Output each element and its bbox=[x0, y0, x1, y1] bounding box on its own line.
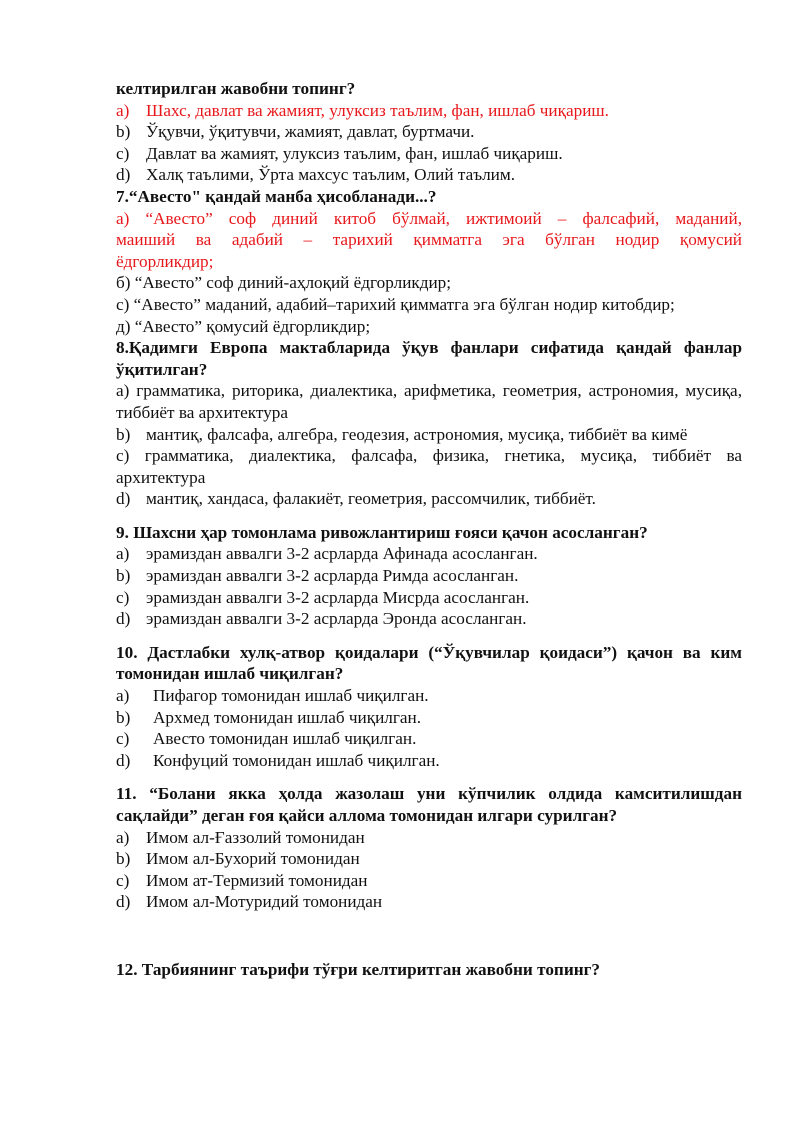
question-7-title: 7.“Авесто" қандай манба ҳисобланади...? bbox=[116, 186, 437, 206]
question-7-option-b: б) “Авесто” соф диний-аҳлоқий ёдгорликдир; bbox=[116, 273, 452, 293]
option-text: Имом ал-Мотуридий томонидан bbox=[146, 892, 383, 912]
option-text: Халқ таълими, Ўрта махсус таълим, Олий таълим. bbox=[146, 165, 516, 185]
question-6-option-d bbox=[116, 164, 742, 186]
option-label: d) bbox=[116, 750, 131, 770]
option-text: Авесто томонидан ишлаб чиқилган. bbox=[153, 729, 417, 749]
question-10-option-b bbox=[116, 707, 742, 729]
option-text: эрамиздан аввалги 3-2 асрларда Мисрда асосланган. bbox=[146, 587, 530, 607]
option-label: c) bbox=[116, 729, 130, 749]
option-label: a) bbox=[116, 827, 130, 847]
option-text: эрамиздан аввалги 3-2 асрларда Римда асосланган. bbox=[146, 566, 519, 586]
question-9-option-c bbox=[116, 587, 742, 609]
question-6-option-b bbox=[116, 121, 742, 143]
option-label: b) bbox=[116, 122, 131, 142]
option-label: d) bbox=[116, 489, 131, 509]
question-6-option-a bbox=[116, 100, 742, 122]
option-text: Ўқувчи, ўқитувчи, жамият, давлат, буртмачи. bbox=[146, 122, 475, 142]
option-text: эрамиздан аввалги 3-2 асрларда Эронда асосланган. bbox=[146, 609, 527, 629]
option-label: c) bbox=[116, 143, 130, 163]
option-label: d) bbox=[116, 609, 131, 629]
question-6-option-c bbox=[116, 143, 742, 165]
option-label: d) bbox=[116, 165, 131, 185]
question-8-option-a: a) грамматика, риторика, диалектика, арифметика, геометрия, астрономия, мусиқа, тиббиёт ва архитектура bbox=[116, 381, 742, 422]
question-10-option-c bbox=[116, 728, 742, 750]
question-9-title: 9. Шахсни ҳар томонлама ривожлантириш ғояси қачон асосланган? bbox=[116, 522, 648, 542]
option-label: c) bbox=[116, 870, 130, 890]
option-label: c) bbox=[116, 587, 130, 607]
question-9-option-a bbox=[116, 543, 742, 565]
document-page bbox=[116, 78, 742, 981]
question-7-option-a-line-3: ёдгорликдир; bbox=[116, 251, 214, 271]
option-text: Имом ал-Бухорий томонидан bbox=[146, 849, 360, 869]
option-text: Шахс, давлат ва жамият, улуксиз таълим, фан, ишлаб чиқариш. bbox=[146, 100, 609, 120]
option-text: Имом ал-Ғаззолий томонидан bbox=[146, 827, 365, 847]
option-text: Конфуций томонидан ишлаб чиқилган. bbox=[153, 750, 440, 770]
question-8-title: 8.Қадимги Европа мактабларида ўқув фанлари сифатида қандай фанлар ўқитилган? bbox=[116, 338, 742, 379]
question-11-option-b bbox=[116, 848, 742, 870]
question-7-option-d: д) “Авесто” қомусий ёдгорликдир; bbox=[116, 316, 371, 336]
question-10-title: 10. Дастлабки хулқ-атвор қоидалари (“Ўқувчилар қоидаси”) қачон ва ким томонидан ишлаб чиқилган? bbox=[116, 642, 742, 684]
question-12-title: 12. Тарбиянинг таърифи тўғри келтиритган жавобни топинг? bbox=[116, 959, 601, 979]
option-text: Имом ат-Термизий томонидан bbox=[146, 870, 368, 890]
question-11-title: 11. “Болани якка ҳолда жазолаш уни кўпчилик олдида камситилишдан сақлайди” деган ғоя қайси аллома томонидан илгари сурилган? bbox=[116, 784, 742, 825]
question-10-option-d bbox=[116, 750, 742, 772]
option-text: Давлат ва жамият, улуксиз таълим, фан, ишлаб чиқариш. bbox=[146, 143, 563, 163]
spacer bbox=[116, 771, 742, 783]
option-label: b) bbox=[116, 424, 131, 444]
option-label: a) bbox=[116, 544, 130, 564]
spacer bbox=[116, 510, 742, 522]
question-6-title-tail: келтирилган жавобни топинг? bbox=[116, 79, 356, 98]
option-text: мантиқ, фалсафа, алгебра, геодезия, астрономия, мусиқа, тиббиёт ва кимё bbox=[146, 424, 688, 444]
question-7-option-a-line-2: маиший ва адабий – тарихий қимматга эга бўлган нодир қомусий bbox=[116, 230, 742, 250]
option-label: a) bbox=[116, 100, 130, 120]
question-11-option-c bbox=[116, 870, 742, 892]
question-8-option-c: c) грамматика, диалектика, фалсафа, физика, гнетика, мусиқа, тиббиёт ва архитектура bbox=[116, 446, 742, 487]
option-text: эрамиздан аввалги 3-2 асрларда Афинада асосланган. bbox=[146, 544, 538, 564]
question-10-option-a bbox=[116, 685, 742, 707]
question-8-option-d bbox=[116, 488, 742, 510]
option-text: Архмед томонидан ишлаб чиқилган. bbox=[153, 707, 422, 727]
option-text: мантиқ, хандаса, фалакиёт, геометрия, рассомчилик, тиббиёт. bbox=[146, 489, 596, 509]
option-text: Пифагор томонидан ишлаб чиқилган. bbox=[153, 686, 429, 706]
option-label: d) bbox=[116, 892, 131, 912]
question-11-option-a bbox=[116, 827, 742, 849]
spacer bbox=[116, 913, 742, 959]
question-11-option-d bbox=[116, 891, 742, 913]
option-label: b) bbox=[116, 849, 131, 869]
question-7-option-c: с) “Авесто” маданий, адабий–тарихий қимматга эга бўлган нодир китобдир; bbox=[116, 294, 675, 314]
question-8-option-b bbox=[116, 424, 742, 446]
option-label: b) bbox=[116, 707, 131, 727]
question-7-option-a-line-1: а) “Авесто” соф диний китоб бўлмай, ижтимоий – фалсафий, маданий, bbox=[116, 208, 742, 228]
question-9-option-b bbox=[116, 565, 742, 587]
spacer bbox=[116, 630, 742, 642]
option-label: b) bbox=[116, 566, 131, 586]
option-label: a) bbox=[116, 686, 130, 706]
question-9-option-d bbox=[116, 608, 742, 630]
